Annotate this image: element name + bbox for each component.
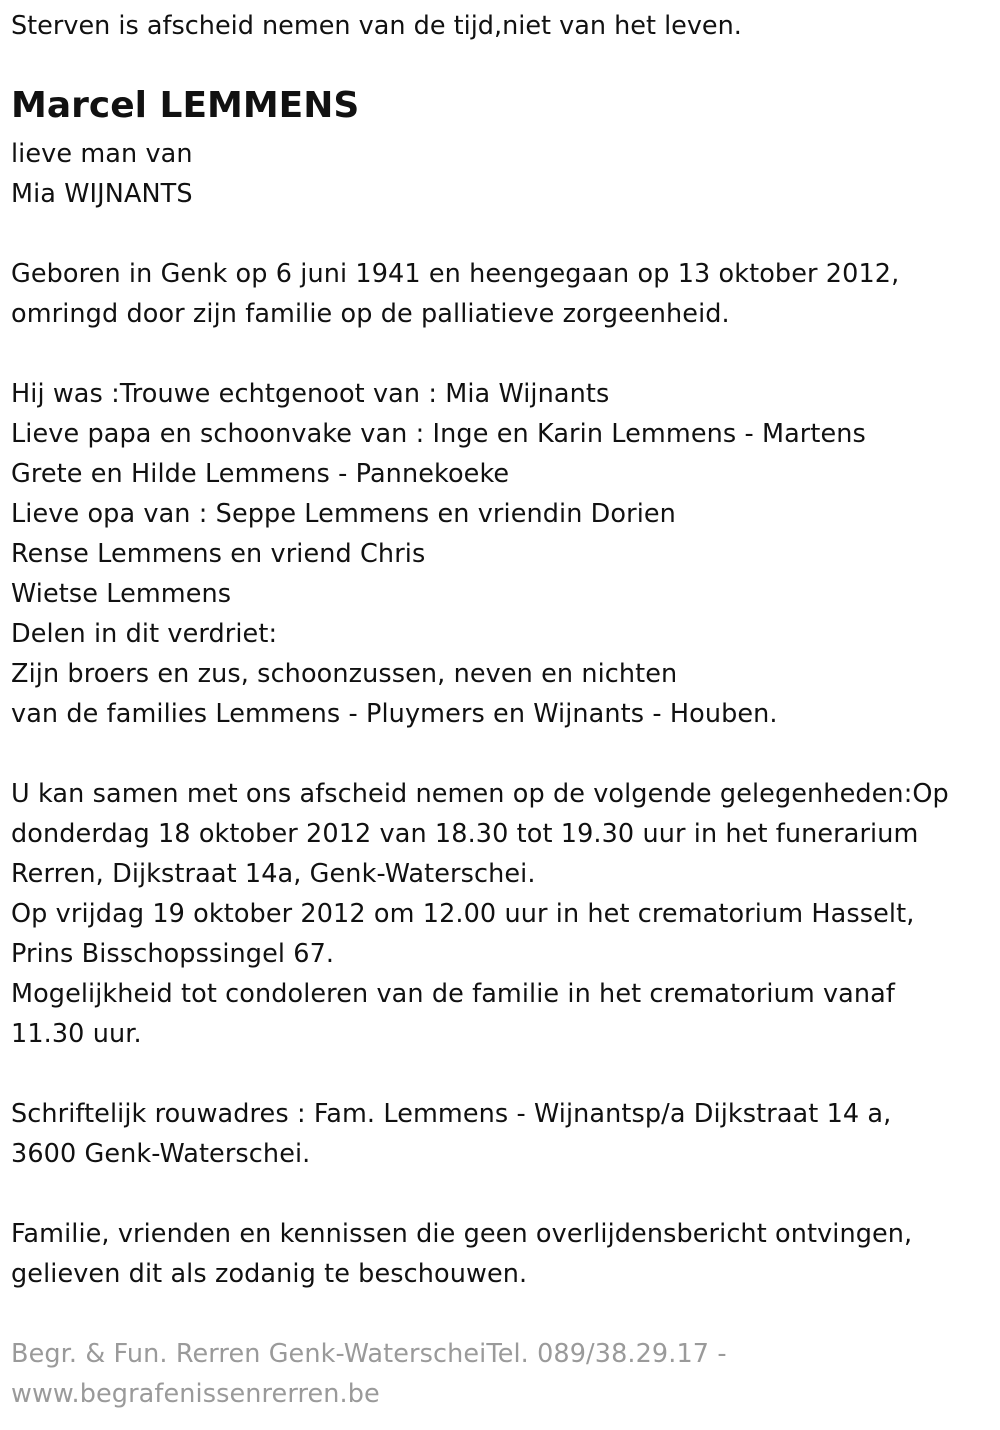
opening-quote: Sterven is afscheid nemen van de tijd,niet van het leven. [11, 11, 742, 41]
family-line: Grete en Hilde Lemmens - Pannekoeke [11, 459, 510, 489]
family-line: Hij was :Trouwe echtgenoot van : Mia Wijnants [11, 379, 610, 409]
spouse-line: Mia WIJNANTS [11, 179, 193, 209]
family-line: Delen in dit verdriet: [11, 619, 278, 649]
birth-block [11, 254, 899, 334]
farewell-line: Prins Bisschopssingel 67. [11, 939, 335, 969]
farewell-block [11, 774, 949, 1054]
notice-block [11, 1214, 912, 1294]
address-line: 3600 Genk-Waterschei. [11, 1139, 311, 1169]
funeral-home-line: Begr. & Fun. Rerren Genk-WaterscheiTel. 089/38.29.17 - [11, 1339, 727, 1369]
notice-line: gelieven dit als zodanig te beschouwen. [11, 1259, 528, 1289]
deceased-name: Marcel LEMMENS [11, 85, 360, 126]
family-block [11, 374, 866, 734]
address-line: Schriftelijk rouwadres : Fam. Lemmens - Wijnantsp/a Dijkstraat 14 a, [11, 1099, 892, 1129]
family-line: Zijn broers en zus, schoonzussen, neven en nichten [11, 659, 678, 689]
farewell-line: Op vrijdag 19 oktober 2012 om 12.00 uur in het crematorium Hasselt, [11, 899, 915, 929]
address-block [11, 1094, 891, 1174]
website-link[interactable]: www.begrafenissenrerren.be [11, 1379, 380, 1409]
birth-line: Geboren in Genk op 6 juni 1941 en heengegaan op 13 oktober 2012, [11, 259, 900, 289]
footer-block [11, 1334, 727, 1414]
family-line: Wietse Lemmens [11, 579, 232, 609]
family-line: Lieve papa en schoonvake van : Inge en Karin Lemmens - Martens [11, 419, 866, 449]
farewell-line: Rerren, Dijkstraat 14a, Genk-Waterschei. [11, 859, 536, 889]
farewell-line: donderdag 18 oktober 2012 van 18.30 tot 19.30 uur in het funerarium [11, 819, 919, 849]
spouse-block [11, 134, 193, 214]
family-line: Lieve opa van : Seppe Lemmens en vriendin Dorien [11, 499, 676, 529]
birth-line: omringd door zijn familie op de palliatieve zorgeenheid. [11, 299, 730, 329]
family-line: Rense Lemmens en vriend Chris [11, 539, 426, 569]
farewell-line: 11.30 uur. [11, 1019, 142, 1049]
farewell-line: Mogelijkheid tot condoleren van de familie in het crematorium vanaf [11, 979, 895, 1009]
farewell-line: U kan samen met ons afscheid nemen op de volgende gelegenheden:Op [11, 779, 949, 809]
notice-line: Familie, vrienden en kennissen die geen overlijdensbericht ontvingen, [11, 1219, 913, 1249]
spouse-line: lieve man van [11, 139, 193, 169]
family-line: van de families Lemmens - Pluymers en Wijnants - Houben. [11, 699, 778, 729]
